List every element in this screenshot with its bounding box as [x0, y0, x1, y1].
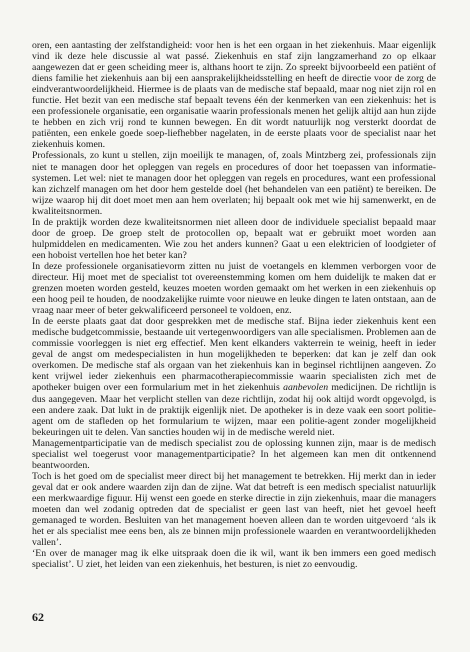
page-number: 62	[32, 610, 44, 624]
paragraph: In deze professionele organisatievorm zitten nu juist de voetangels en klemmen verborgen voor de directeur. Hij moet met de specialist tot overeenstemming komen om hem duidelijk te maken dat er grenzen moeten worden gesteld, keuzes moeten worden gemaakt om het werken in een ziekenhuis op een hoog peil te houden, de noodzakelijke ruimte voor nieuwe en leuke dingen te laten ontstaan, aan de vraag naar meer of beter gekwalificeerd personeel te voldoen, enz.	[32, 260, 436, 317]
paragraph: Toch is het goed om de specialist meer direct bij het management te betrekken. Hij merkt dan in ieder geval dat er ook andere waarden zijn dan de zijne. Wat dat betreft is een medisch specialist natuurlijk een merkwaardige figuur. Hij wenst een goede en sterke directie in zijn ziekenhuis, maar die managers moeten dan wel zodanig optreden dat de specialist er geen last van heeft, niet het gevoel heeft gemanaged te worden. Besluiten van het management hoeven alleen dan te worden uitgevoerd ‘als ik het er als specialist mee eens ben, als ze binnen mijn professionele waarden en verantwoordelijkheden vallen’.	[32, 470, 436, 549]
paragraph: In de eerste plaats gaat dat door gesprekken met de medische staf. Bijna ieder ziekenhuis kent een medische budgetcommissie, bestaande uit vertegenwoordigers van alle specialismen. Problemen aan de commissie voorleggen is niet erg effectief. Men kent elkanders vakterrein te weinig, heeft in ieder geval de angst om medespecialisten in hun mogelijkheden te beperken: dat kan je zelf dan ook overkomen. De medische staf als orgaan van het ziekenhuis kan in beginsel richtlijnen aangeven. Zo kent vrijwel ieder ziekenhuis een pharmacotherapiecommissie waarin specialisten zich met de apotheker buigen over een formularium met in het ziekenhuis aanbevolen medicijnen. De richtlijn is dus aangegeven. Maar het verplicht stellen van deze richtlijn, zodat hij ook altijd wordt opgevolgd, is een andere zaak. Dat lukt in de praktijk eigenlijk niet. De apotheker is in deze vaak een soort politie-agent om de stafleden op het formularium te wijzen, maar een politie-agent zonder mogelijkheid bekeuringen uit te delen. Van sancties houden wij in de medische wereld niet.	[32, 316, 436, 438]
paragraph: Managementparticipatie van de medisch specialist zou de oplossing kunnen zijn, maar is de medisch specialist wel toegerust voor managementparticipatie? In het algemeen kan men dit ontkennend beantwoorden.	[32, 437, 436, 471]
paragraph: ‘En over de manager mag ik elke uitspraak doen die ik wil, want ik ben immers een goed medisch specialist’. U ziet, het leiden van een ziekenhuis, het besturen, is niet zo eenvoudig.	[32, 548, 436, 571]
paragraph: Professionals, zo kunt u stellen, zijn moeilijk te managen, of, zoals Mintzberg zei, professionals zijn niet te managen door het opleggen van regels en procedures of door het toepassen van informatie-systemen. Let wel: niet te managen door het opleggen van regels en procedures, want een professional kan zichzelf managen om het door hem gestelde doel (het behandelen van een patiënt) te bereiken. De wijze waarop hij dit doet moet men aan hem overlaten; hij bepaalt ook met wie hij samenwerkt, en de kwaliteitsnormen.	[32, 150, 436, 217]
body-text	[32, 40, 436, 570]
paragraph: In de praktijk worden deze kwaliteitsnormen niet alleen door de individuele specialist bepaald maar door de groep. De groep stelt de protocollen op, bepaalt wat er gebruikt moet worden aan hulpmiddelen en medicamenten. Wie zou het anders kunnen? Gaat u een elektricien of loodgieter of een hoboist vertellen hoe het beter kan?	[32, 216, 436, 261]
paragraph: oren, een aantasting der zelfstandigheid: voor hen is het een orgaan in het ziekenhuis. Maar eigenlijk vind ik deze hele discussie al wat passé. Ziekenhuis en staf zijn langzamerhand zo op elkaar aangewezen dat er geen scheiding meer is, althans hoort te zijn. Zo spreekt bijvoorbeeld een patiënt of diens familie het ziekenhuis aan bij een aansprakelijkheidsstelling en heeft de directie voor de zorg de eindverantwoordelijkheid. Hiermee is de plaats van de medische staf bepaald, maar nog niet zijn rol en functie. Het bezit van een medische staf bepaalt tevens één der kenmerken van een ziekenhuis: het is een professionele organisatie, een organisatie waarin professionals menen het gelijk altijd aan hun zijde te hebben en zich vrij rond te kunnen bewegen. En dit wordt natuurlijk nog versterkt doordat de patiënten, een enkele goede soep-liefhebber nagelaten, in de eerste plaats voor de specialist naar het ziekenhuis komen.	[32, 40, 436, 151]
